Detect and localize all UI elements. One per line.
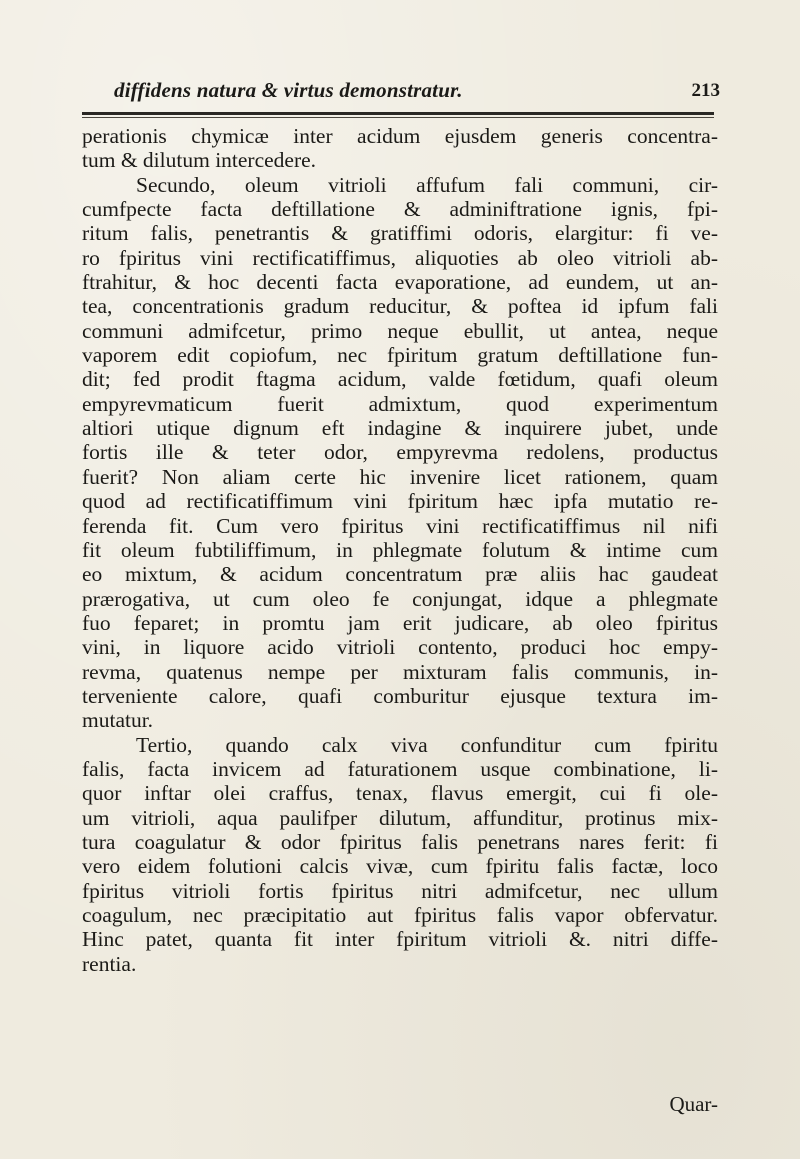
text-line: rentia. bbox=[82, 951, 137, 976]
text-line: tum & dilutum intercedere. bbox=[82, 148, 317, 173]
text-line: eo mixtum, & acidum concentratum præ aliis hac gaudeat bbox=[82, 562, 718, 587]
text-line: tea, concentrationis gradum reducitur, & poftea id ipfum fali bbox=[82, 294, 718, 319]
text-line: falis, facta invicem ad faturationem usque combinatione, li- bbox=[82, 756, 718, 781]
text-line: terveniente calore, quafi comburitur ejusque textura im- bbox=[82, 683, 718, 708]
running-title: diffidens natura & virtus demonstratur. bbox=[114, 78, 463, 102]
body-text bbox=[82, 124, 718, 976]
text-line: prærogativa, ut cum oleo fe conjungat, idque a phlegmate bbox=[82, 586, 718, 611]
page-number: 213 bbox=[691, 80, 720, 101]
text-line: quod ad rectificatiffimum vini fpiritum hæc ipfa mutatio re- bbox=[82, 489, 718, 514]
text-line: quor inftar olei craffus, tenax, flavus emergit, cui fi ole- bbox=[82, 781, 718, 806]
text-line: communi admifcetur, primo neque ebullit, ut antea, neque bbox=[82, 318, 718, 343]
text-line: ro fpiritus vini rectificatiffimus, aliquoties ab oleo vitrioli ab- bbox=[82, 245, 718, 270]
text-line: dit; fed prodit ftagma acidum, valde fœtidum, quafi oleum bbox=[82, 367, 718, 392]
text-line: Secundo, oleum vitrioli affufum fali communi, cir- bbox=[136, 172, 718, 197]
text-line: mutatur. bbox=[82, 708, 154, 733]
text-line: cumfpecte facta deftillatione & adminiftratione ignis, fpi- bbox=[82, 197, 718, 222]
text-line: vero eidem folutioni calcis vivæ, cum fpiritu falis factæ, loco bbox=[82, 854, 718, 879]
text-line: empyrevmaticum fuerit admixtum, quod experimentum bbox=[82, 391, 718, 416]
text-line: vaporem edit copiofum, nec fpiritum gratum deftillatione fun- bbox=[82, 343, 718, 368]
text-line: fuerit? Non aliam certe hic invenire licet rationem, quam bbox=[82, 464, 718, 489]
text-line: altiori utique dignum eft indagine & inquirere jubet, unde bbox=[82, 416, 718, 441]
text-line: ritum falis, penetrantis & gratiffimi odoris, elargitur: fi ve- bbox=[82, 221, 718, 246]
catchword: Quar- bbox=[669, 1092, 718, 1116]
text-line: revma, quatenus nempe per mixturam falis communis, in- bbox=[82, 659, 718, 684]
text-line: vini, in liquore acido vitrioli contento, produci hoc empy- bbox=[82, 635, 718, 660]
header-rule-thin bbox=[82, 117, 714, 118]
text-line: ferenda fit. Cum vero fpiritus vini rectificatiffimus nil nifi bbox=[82, 513, 718, 538]
text-line: ftrahitur, & hoc decenti facta evaporatione, ad eundem, ut an- bbox=[82, 270, 718, 295]
text-line: fit oleum fubtiliffimum, in phlegmate folutum & intime cum bbox=[82, 537, 718, 562]
text-line: fuo feparet; in promtu jam erit judicare, ab oleo fpiritus bbox=[82, 610, 718, 635]
header-rule bbox=[82, 112, 714, 115]
text-line: perationis chymicæ inter acidum ejusdem generis concentra- bbox=[82, 124, 718, 148]
text-line: tura coagulatur & odor fpiritus falis penetrans nares ferit: fi bbox=[82, 829, 718, 854]
running-head bbox=[80, 78, 720, 108]
text-line: coagulum, nec præcipitatio aut fpiritus falis vapor obfervatur. bbox=[82, 903, 718, 927]
text-line: um vitrioli, aqua paulifper dilutum, affunditur, protinus mix- bbox=[82, 805, 718, 830]
text-line: Hinc patet, quanta fit inter fpiritum vitrioli &. nitri diffe- bbox=[82, 927, 718, 952]
text-line: Tertio, quando calx viva confunditur cum fpiritu bbox=[136, 732, 718, 757]
text-line: fortis ille & teter odor, empyrevma redolens, productus bbox=[82, 440, 718, 465]
text-line: fpiritus vitrioli fortis fpiritus nitri admifcetur, nec ullum bbox=[82, 878, 718, 903]
